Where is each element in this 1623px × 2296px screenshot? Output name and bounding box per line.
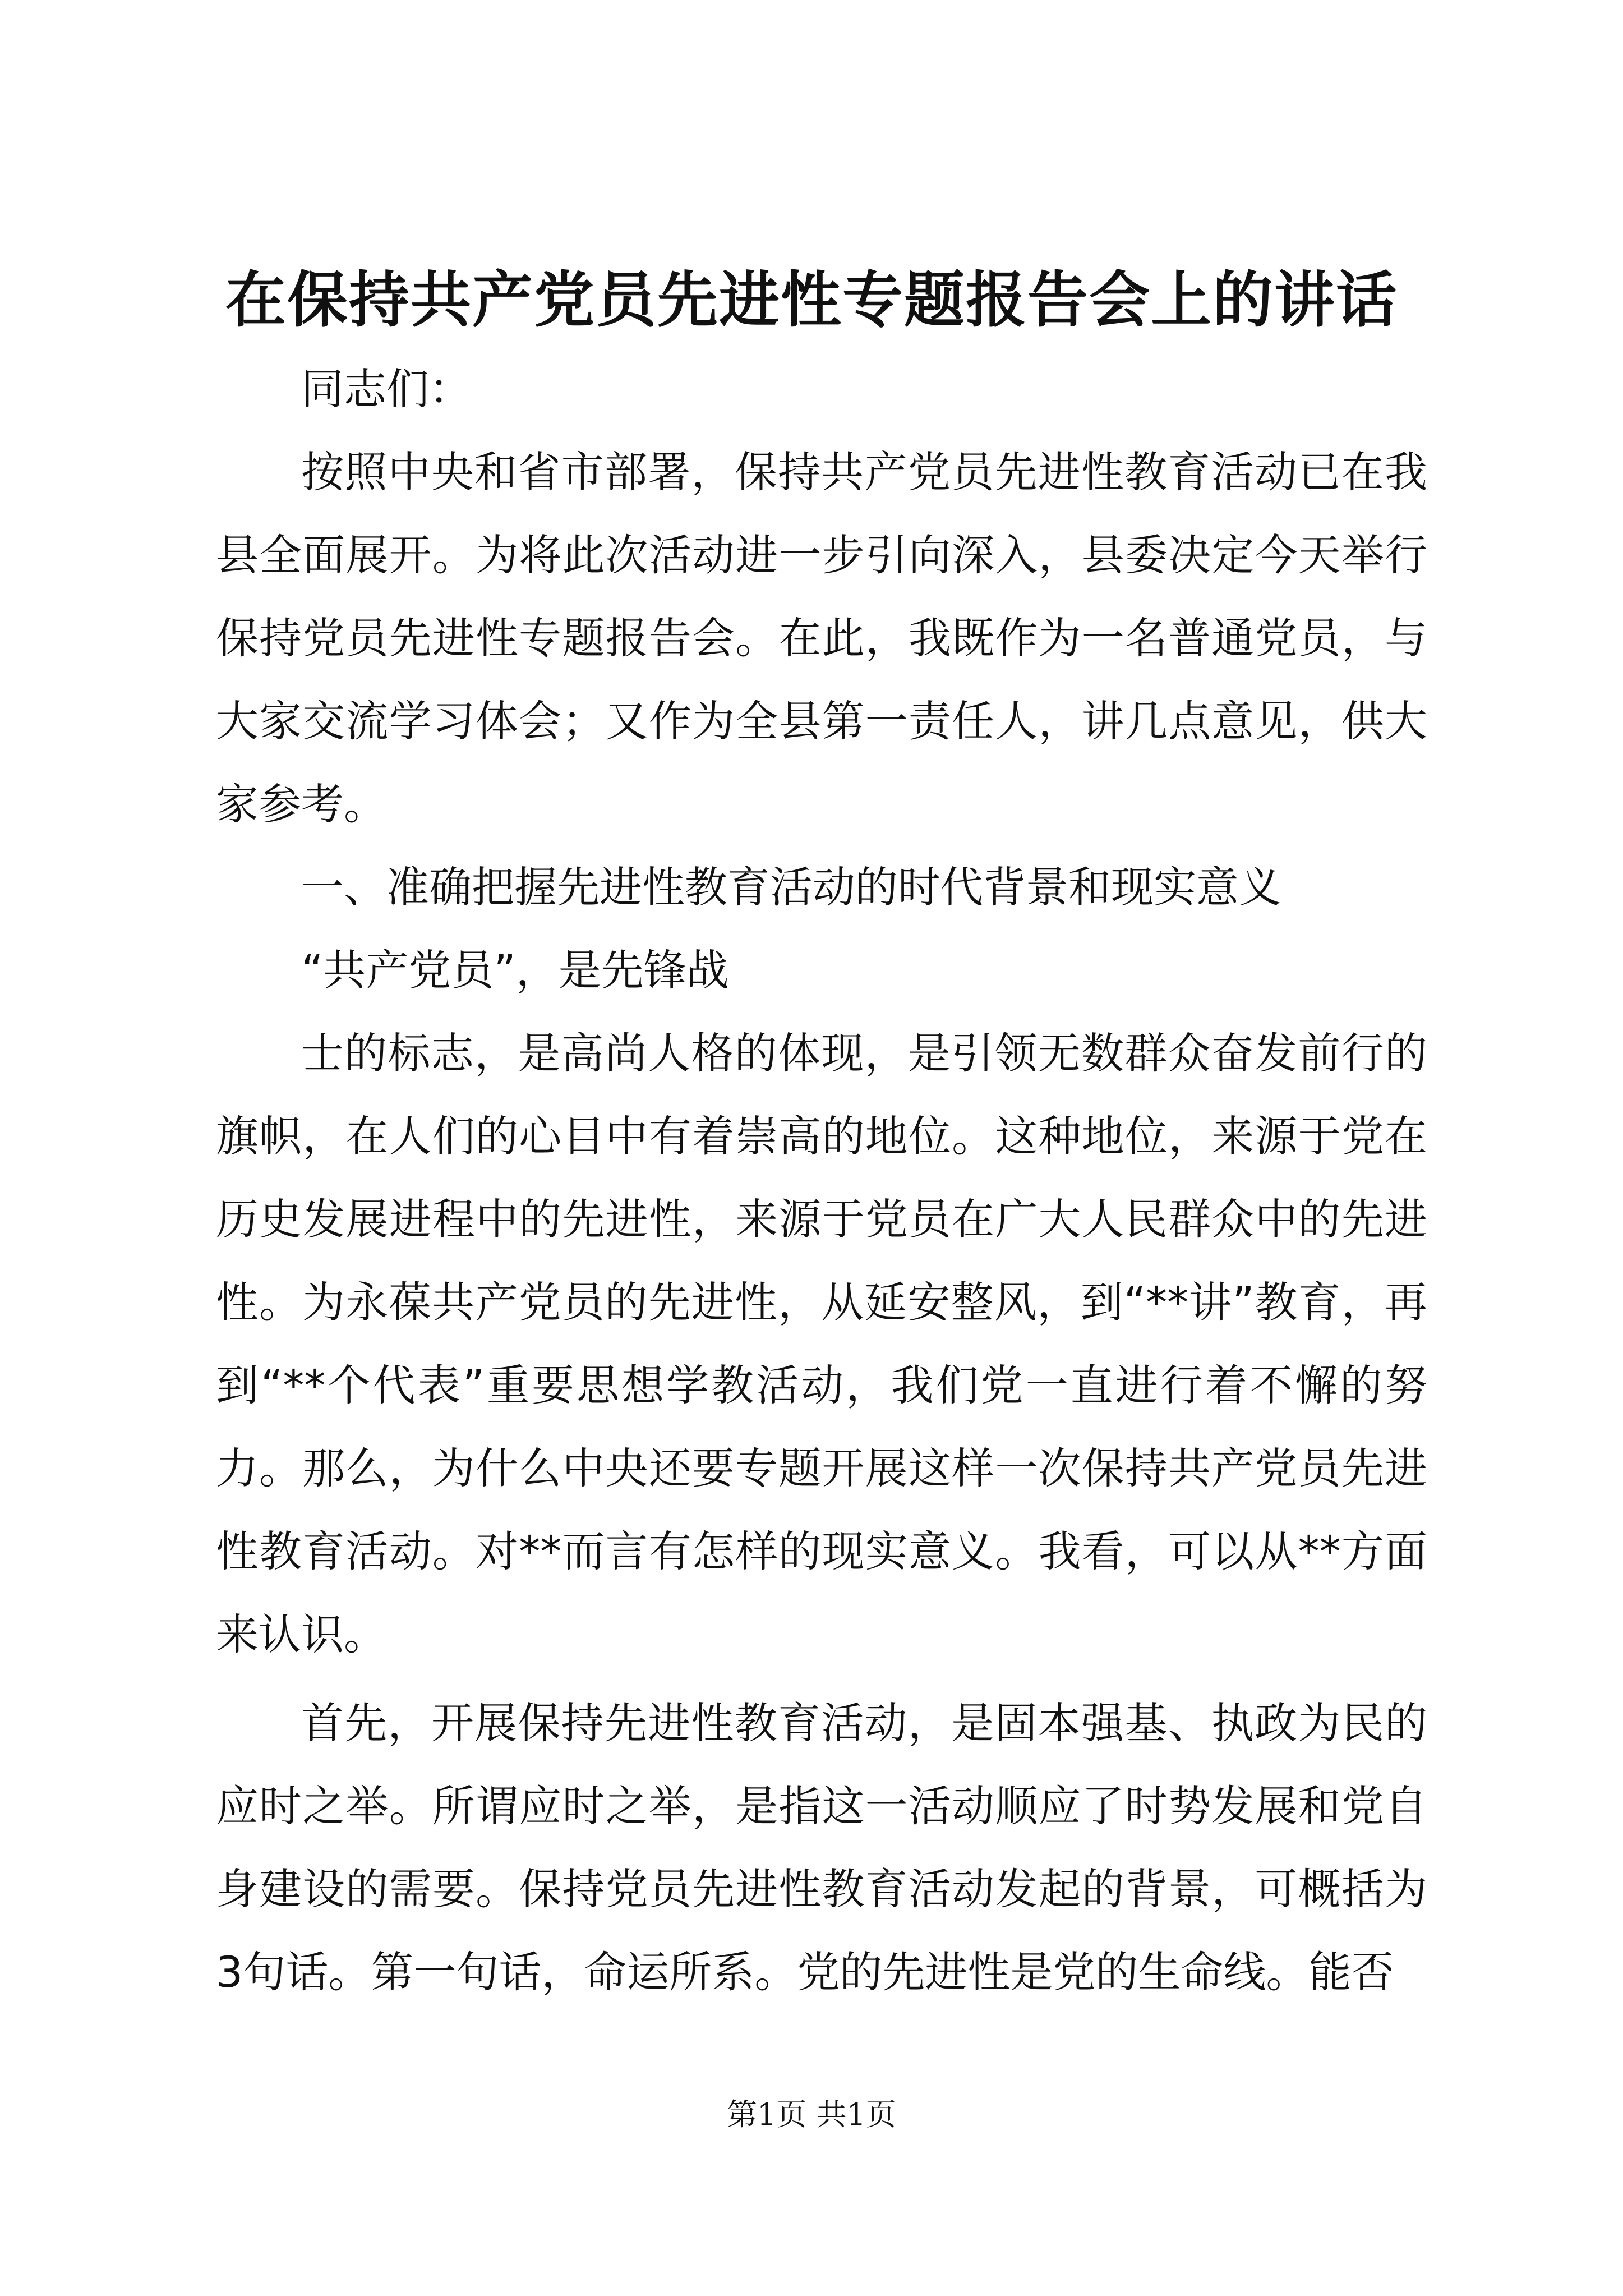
body-paragraph-1: 按照中央和省市部署，保持共产党员先进性教育活动已在我县全面展开。为将此次活动进一步引向深入，县委决定今天举行保持党员先进性专题报告会。在此，我既作为一名普通党员，与大家交流学习体会；又作为全县第一责任人，讲几点意见，供大家参考。 — [216, 447, 1427, 829]
body-paragraph-3: 首先，开展保持先进性教育活动，是固本强基、执政为民的应时之举。所谓应时之举，是指这一活动顺应了时势发展和党自身建设的需要。保持党员先进性教育活动发起的背景，可概括为3句话。第一句话，命运所系。党的先进性是党的生命线。能否 — [216, 1698, 1427, 1997]
body-paragraph-2-start: “共产党员”，是先锋战 — [301, 945, 729, 995]
section-heading-1: 一、准确把握先进性教育活动的时代背景和现实意义 — [301, 862, 1281, 912]
greeting-paragraph: 同志们： — [301, 364, 472, 414]
document-title: 在保持共产党员先进性专题报告会上的讲话 — [225, 265, 1398, 335]
page-footer: 第1页 共1页 — [727, 2097, 896, 2132]
body-paragraph-2-continued: 士的标志，是高尚人格的体现，是引领无数群众奋发前行的旗帜，在人们的心目中有着崇高的地位。这种地位，来源于党在历史发展进程中的先进性，来源于党员在广大人民群众中的先进性。为永葆共产党员的先进性，从延安整风，到“**讲”教育，再到“**个代表”重要思想学教活动，我们党一直进行着不懈的努力。那么，为什么中央还要专题开展这样一次保持共产党员先进性教育活动。对**而言有怎样的现实意义。我看，可以从**方面来认识。 — [216, 1028, 1427, 1659]
document-body — [216, 348, 1427, 2014]
